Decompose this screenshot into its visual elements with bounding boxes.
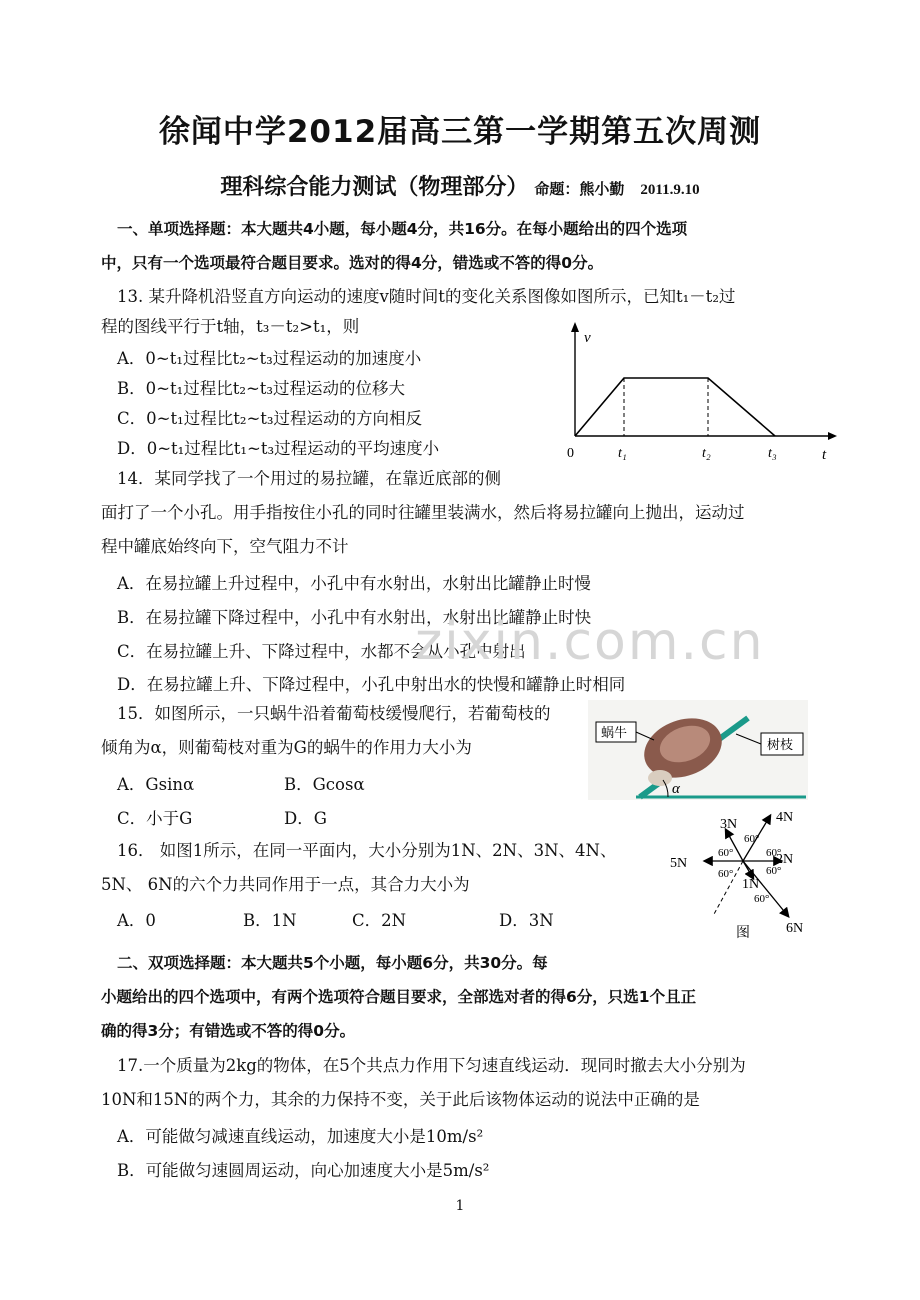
q16-option-b: B．1N [243, 911, 297, 930]
q14-option-a: A．在易拉罐上升过程中，小孔中有水射出，水射出比罐静止时慢 [117, 574, 591, 593]
angle-label-3: 60° [766, 847, 782, 859]
q14-stem: 14．某同学找了一个用过的易拉罐，在靠近底部的侧 [117, 469, 501, 488]
angle-label-4: 60° [718, 868, 734, 880]
label-2n: 2N [776, 852, 794, 867]
t3-label: t₃ [768, 446, 777, 461]
q13-vt-graph [560, 318, 840, 466]
v-axis-arrow [571, 322, 579, 332]
q15-stem: 15．如图所示，一只蜗牛沿着葡萄枝缓慢爬行，若葡萄枝的 [117, 704, 551, 723]
exam-subtitle-row [0, 170, 920, 201]
t1-label: t₁ [618, 446, 627, 461]
angle-label-6: 60° [754, 893, 770, 905]
q17-stem-cont: 10N和15N的两个力，其余的力保持不变，关于此后该物体运动的说法中正确的是 [101, 1090, 700, 1109]
watermark: zixin.com.cn [415, 612, 765, 672]
angle-label-1: 60° [744, 833, 760, 845]
exam-title: 徐闻中学2012届高三第一学期第五次周测 [158, 114, 762, 150]
q13-stem-cont: 程的图线平行于t轴，t₃－t₂>t₁，则 [101, 317, 360, 336]
label-3n: 3N [720, 817, 738, 832]
exam-subtitle: 理科综合能力测试（物理部分） [220, 175, 529, 200]
q14-option-b: B．在易拉罐下降过程中，小孔中有水射出，水射出比罐静止时快 [117, 608, 592, 627]
q13-option-a: A．0~t₁过程比t₂~t₃过程运动的加速度小 [117, 349, 422, 368]
label-4n: 4N [776, 810, 794, 825]
angle-label: α [672, 781, 680, 797]
q16-stem-cont: 5N、 6N的六个力共同作用于一点，其合力大小为 [101, 875, 470, 894]
q13-stem: 13. 某升降机沿竖直方向运动的速度v随时间t的变化关系图像如图所示，已知t₁－t₂过 [117, 287, 736, 306]
t2-label: t₂ [702, 446, 711, 461]
angle-label-5: 60° [766, 865, 782, 877]
q14-option-d: D．在易拉罐上升、下降过程中，小孔中射出水的快慢和罐静止时相同 [117, 675, 626, 694]
q16-option-d: D．3N [499, 911, 554, 930]
q15-option-c: C．小于G [117, 809, 193, 828]
q17-option-b: B．可能做匀速圆周运动，向心加速度大小是5m/s² [117, 1161, 490, 1180]
origin-label: 0 [567, 446, 574, 461]
q13-option-b: B．0~t₁过程比t₂~t₃过程运动的位移大 [117, 379, 406, 398]
branch-label: 树枝 [767, 738, 794, 753]
label-1n: 1N [742, 877, 760, 892]
t-axis-arrow [828, 432, 837, 440]
section1-heading: 一、单项选择题：本大题共4小题，每小题4分，共16分。在每小题给出的四个选项 [117, 220, 688, 238]
velocity-curve [575, 378, 775, 436]
q14-stem-cont2: 程中罐底始终向下，空气阻力不计 [101, 537, 349, 556]
q13-option-c: C．0~t₁过程比t₂~t₃过程运动的方向相反 [117, 409, 423, 428]
section2-heading-cont2: 确的得3分；有错选或不答的得0分。 [101, 1022, 356, 1040]
label-5n: 5N [670, 856, 688, 871]
section2-heading-cont1: 小题给出的四个选项中，有两个选项符合题目要求，全部选对者的得6分，只选1个且正 [101, 988, 697, 1006]
q16-force-diagram [668, 806, 818, 942]
q13-option-d: D．0~t₁过程比t₁~t₃过程运动的平均速度小 [117, 439, 440, 458]
t-axis-label: t [822, 447, 827, 463]
q16-option-c: C．2N [352, 911, 407, 930]
q15-option-b: B．Gcosα [284, 775, 365, 794]
label-6n: 6N [786, 921, 804, 936]
q15-option-a: A．Gsinα [117, 775, 195, 794]
snail-body [648, 770, 672, 786]
exam-author: 命题：熊小勤 [534, 180, 625, 198]
page-number: 1 [455, 1198, 465, 1214]
q15-snail-figure [588, 700, 808, 800]
q17-stem: 17.一个质量为2kg的物体，在5个共点力作用下匀速直线运动．现同时撤去大小分别为 [117, 1056, 746, 1075]
q16-option-a: A．0 [117, 911, 156, 930]
v-axis-label: v [584, 330, 591, 346]
figure-caption: 图 [736, 925, 750, 941]
snail-label: 蜗牛 [601, 726, 628, 741]
q15-stem-cont: 倾角为α，则葡萄枝对重为G的蜗牛的作用力大小为 [101, 738, 472, 757]
section1-heading-cont: 中，只有一个选项最符合题目要求。选对的得4分，错选或不答的得0分。 [101, 254, 604, 272]
exam-date: 2011.9.10 [640, 182, 700, 198]
q15-option-d: D．G [284, 809, 327, 828]
angle-label-2: 60° [718, 847, 734, 859]
section2-heading: 二、双项选择题：本大题共5个小题，每小题6分，共30分。每 [117, 954, 548, 972]
q17-option-a: A．可能做匀减速直线运动，加速度大小是10m/s² [117, 1127, 484, 1146]
q16-stem: 16． 如图1所示，在同一平面内，大小分别为1N、2N、3N、4N、 [117, 841, 617, 860]
q14-stem-cont1: 面打了一个小孔。用手指按住小孔的同时往罐里装满水，然后将易拉罐向上抛出，运动过 [101, 503, 745, 522]
q14-option-c: C．在易拉罐上升、下降过程中，水都不会从小孔中射出 [117, 642, 526, 661]
